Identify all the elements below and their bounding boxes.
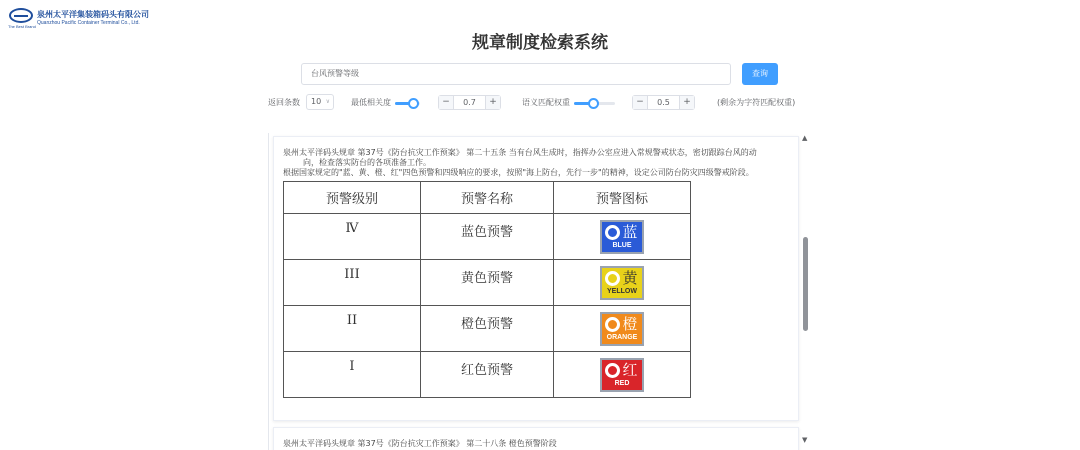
return-count-value: 10 — [311, 97, 322, 106]
table-header-row — [284, 182, 691, 214]
icon-cell — [554, 260, 691, 306]
logo-globe-icon — [8, 8, 34, 28]
company-name-en: Quanzhou Pacific Container Terminal Co., Ltd. — [37, 19, 140, 26]
column-header: 预警级别 — [284, 182, 421, 214]
result-card — [273, 427, 799, 450]
name-cell: 红色预警 — [421, 352, 554, 398]
result-line: 泉州太平洋码头规章 第37号《防台抗灾工作预案》 第二十八条 橙色预警阶段 — [283, 439, 557, 448]
icon-cell — [554, 214, 691, 260]
scroll-up-icon[interactable]: ▲ — [802, 134, 808, 142]
chevron-down-icon: ∨ — [325, 98, 330, 105]
result-line: 向，检查落实防台的各项准备工作。 — [303, 158, 431, 167]
min-relevance-slider[interactable] — [395, 102, 420, 105]
min-relevance-decrement-button[interactable]: − — [439, 96, 454, 109]
warning-level-table — [283, 181, 691, 398]
search-button[interactable]: 查询 — [742, 63, 778, 85]
return-count-label: 返回条数 — [268, 98, 300, 107]
icon-cell — [554, 352, 691, 398]
result-card — [273, 136, 799, 421]
semantic-weight-label: 语义匹配权重 — [522, 98, 570, 107]
level-cell: II — [284, 306, 421, 352]
column-header: 预警图标 — [554, 182, 691, 214]
result-line: 泉州太平洋码头规章 第37号《防台抗灾工作预案》 第二十五条 当有台风生成时，指挥办公室应进入常规警戒状态，密切跟踪台风的动 — [283, 148, 757, 157]
search-input[interactable]: 台风预警等级 — [301, 63, 731, 85]
semantic-weight-stepper[interactable] — [632, 95, 695, 110]
name-cell: 黄色预警 — [421, 260, 554, 306]
level-cell: III — [284, 260, 421, 306]
scroll-down-icon[interactable]: ▼ — [802, 436, 808, 444]
typhoon-blue-warning-icon: 蓝 BLUE — [600, 220, 644, 254]
results-scrollbar[interactable] — [800, 133, 812, 450]
typhoon-orange-warning-icon: 橙 ORANGE — [600, 312, 644, 346]
name-cell: 橙色预警 — [421, 306, 554, 352]
semantic-weight-slider[interactable] — [574, 102, 615, 105]
semantic-weight-decrement-button[interactable]: − — [633, 96, 648, 109]
table-row — [284, 260, 691, 306]
company-name-cn: 泉州太平洋集装箱码头有限公司 — [37, 9, 149, 19]
min-relevance-slider-thumb[interactable] — [408, 98, 419, 109]
min-relevance-increment-button[interactable]: + — [485, 96, 500, 109]
scrollbar-thumb[interactable] — [803, 237, 808, 331]
logo-tagline: The Best Brand — [8, 24, 36, 29]
company-logo — [8, 8, 149, 28]
results-panel — [268, 133, 812, 450]
min-relevance-stepper[interactable] — [438, 95, 501, 110]
name-cell: 蓝色预警 — [421, 214, 554, 260]
table-row — [284, 352, 691, 398]
page-title: 规章制度检索系统 — [472, 33, 608, 53]
column-header: 预警名称 — [421, 182, 554, 214]
table-row — [284, 306, 691, 352]
semantic-weight-increment-button[interactable]: + — [679, 96, 694, 109]
level-cell: I — [284, 352, 421, 398]
semantic-weight-value[interactable]: 0.5 — [657, 98, 670, 107]
typhoon-yellow-warning-icon: 黄 YELLOW — [600, 266, 644, 300]
semantic-weight-slider-thumb[interactable] — [588, 98, 599, 109]
result-line: 根据国家规定的"蓝、黄、橙、红"四色预警和四级响应的要求，按照"海上防台，先行一步"的精神，设定公司防台防灾四级警戒阶段。 — [283, 168, 754, 177]
weight-note: (剩余为字符匹配权重) — [717, 98, 796, 107]
min-relevance-value[interactable]: 0.7 — [463, 98, 476, 107]
level-cell: Ⅳ — [284, 214, 421, 260]
icon-cell — [554, 306, 691, 352]
table-row — [284, 214, 691, 260]
typhoon-red-warning-icon: 红 RED — [600, 358, 644, 392]
result-text — [274, 137, 798, 178]
min-relevance-label: 最低相关度 — [351, 98, 391, 107]
result-text — [274, 428, 798, 449]
return-count-select[interactable] — [306, 94, 334, 110]
